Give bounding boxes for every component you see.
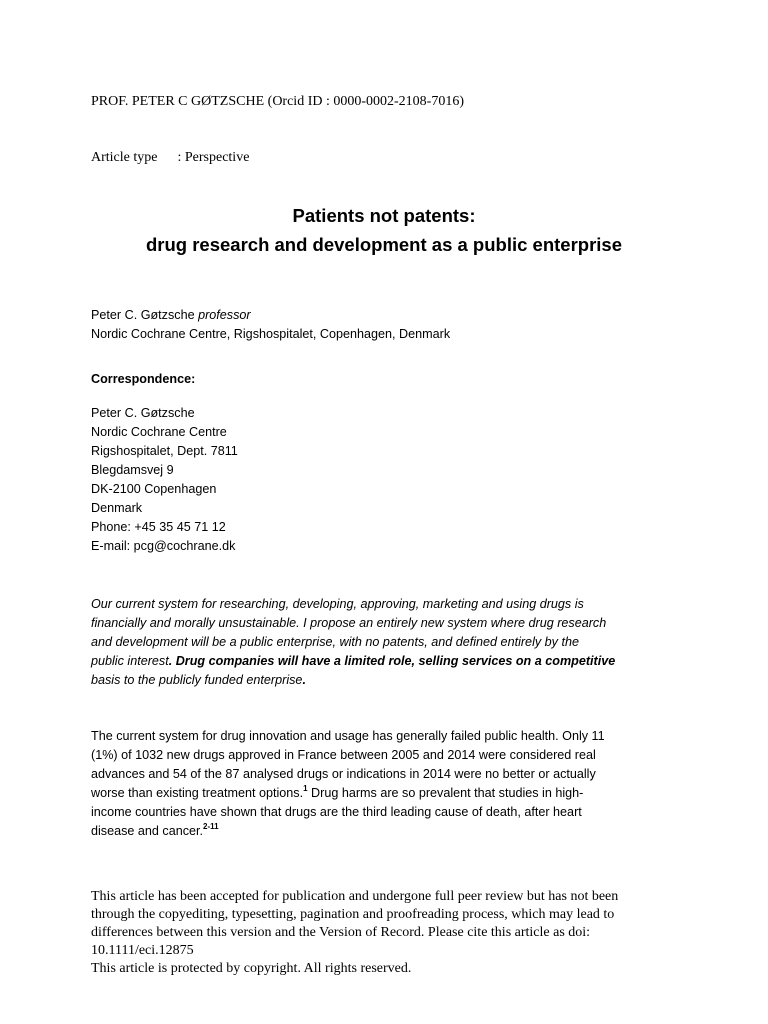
article-type-line xyxy=(91,150,249,166)
notice-line: This article has been accepted for publication and undergone full peer review but has not been xyxy=(91,889,619,904)
reference-marker: 1 xyxy=(303,784,308,793)
abstract-line: Our current system for researching, developing, approving, marketing and using drugs is xyxy=(91,597,584,611)
phone-line: Phone: +45 35 45 71 12 xyxy=(91,520,226,534)
abstract-line: and development will be a public enterprise, with no patents, and defined entirely by the xyxy=(91,635,579,649)
correspondence-label: Correspondence: xyxy=(91,372,196,386)
address-line: Rigshospitalet, Dept. 7811 xyxy=(91,444,238,458)
reference-marker: 2-11 xyxy=(203,822,219,831)
correspondence-address xyxy=(91,404,238,556)
abstract-line: financially and morally unsustainable. I propose an entirely new system where drug research xyxy=(91,616,607,630)
author-name: Peter C. Gøtzsche xyxy=(91,308,195,322)
body-paragraph xyxy=(91,727,605,841)
abstract-line xyxy=(91,652,615,671)
body-text: disease and cancer. xyxy=(91,824,204,838)
doi-line: 10.1111/eci.12875 xyxy=(91,943,194,958)
address-line: Peter C. Gøtzsche xyxy=(91,406,195,420)
copyright-line: This article is protected by copyright. All rights reserved. xyxy=(91,961,412,976)
author-line xyxy=(91,306,450,325)
body-line: income countries have shown that drugs are the third leading cause of death, after heart xyxy=(91,805,582,819)
publication-notice xyxy=(91,888,618,978)
title-line-1: Patients not patents: xyxy=(292,205,476,226)
body-line: The current system for drug innovation and usage has generally failed public health. Only 11 xyxy=(91,729,605,743)
body-text: worse than existing treatment options. xyxy=(91,786,304,800)
abstract-text: basis to the publicly funded enterprise xyxy=(91,673,303,687)
author-affiliation: Nordic Cochrane Centre, Rigshospitalet, Copenhagen, Denmark xyxy=(91,327,451,341)
address-line: DK-2100 Copenhagen xyxy=(91,482,217,496)
abstract-text-bold: . Drug companies will have a limited role, selling services on a competitive xyxy=(168,654,616,668)
notice-line: differences between this version and the Version of Record. Please cite this article as doi: xyxy=(91,925,591,940)
author-caps: PROF. PETER C GØTZSCHE xyxy=(91,94,265,109)
address-line: Blegdamsvej 9 xyxy=(91,463,174,477)
abstract-text-bold: . xyxy=(302,673,306,687)
abstract xyxy=(91,595,615,690)
abstract-text: public interest xyxy=(91,654,169,668)
author-header xyxy=(91,94,464,110)
author-role: professor xyxy=(198,308,251,322)
body-line xyxy=(91,784,605,803)
article-type-label: Article type xyxy=(91,150,158,165)
address-line: Nordic Cochrane Centre xyxy=(91,425,227,439)
orcid-id: Orcid ID : 0000-0002-2108-7016 xyxy=(272,94,460,109)
orcid-close-paren: ) xyxy=(459,94,465,109)
orcid-open-paren: ( xyxy=(264,94,273,109)
notice-line: through the copyediting, typesetting, pagination and proofreading process, which may lead to xyxy=(91,907,615,922)
body-line: advances and 54 of the 87 analysed drugs or indications in 2014 were no better or actually xyxy=(91,767,596,781)
body-text: Drug harms are so prevalent that studies in high- xyxy=(307,786,584,800)
email-line: E-mail: pcg@cochrane.dk xyxy=(91,539,236,553)
abstract-line xyxy=(91,671,615,690)
body-line: (1%) of 1032 new drugs approved in France between 2005 and 2014 were considered real xyxy=(91,748,596,762)
body-line xyxy=(91,822,605,841)
title-line-2: drug research and development as a public enterprise xyxy=(145,234,622,255)
address-line: Denmark xyxy=(91,501,143,515)
article-type-value: : Perspective xyxy=(177,150,250,165)
author-block xyxy=(91,306,450,344)
